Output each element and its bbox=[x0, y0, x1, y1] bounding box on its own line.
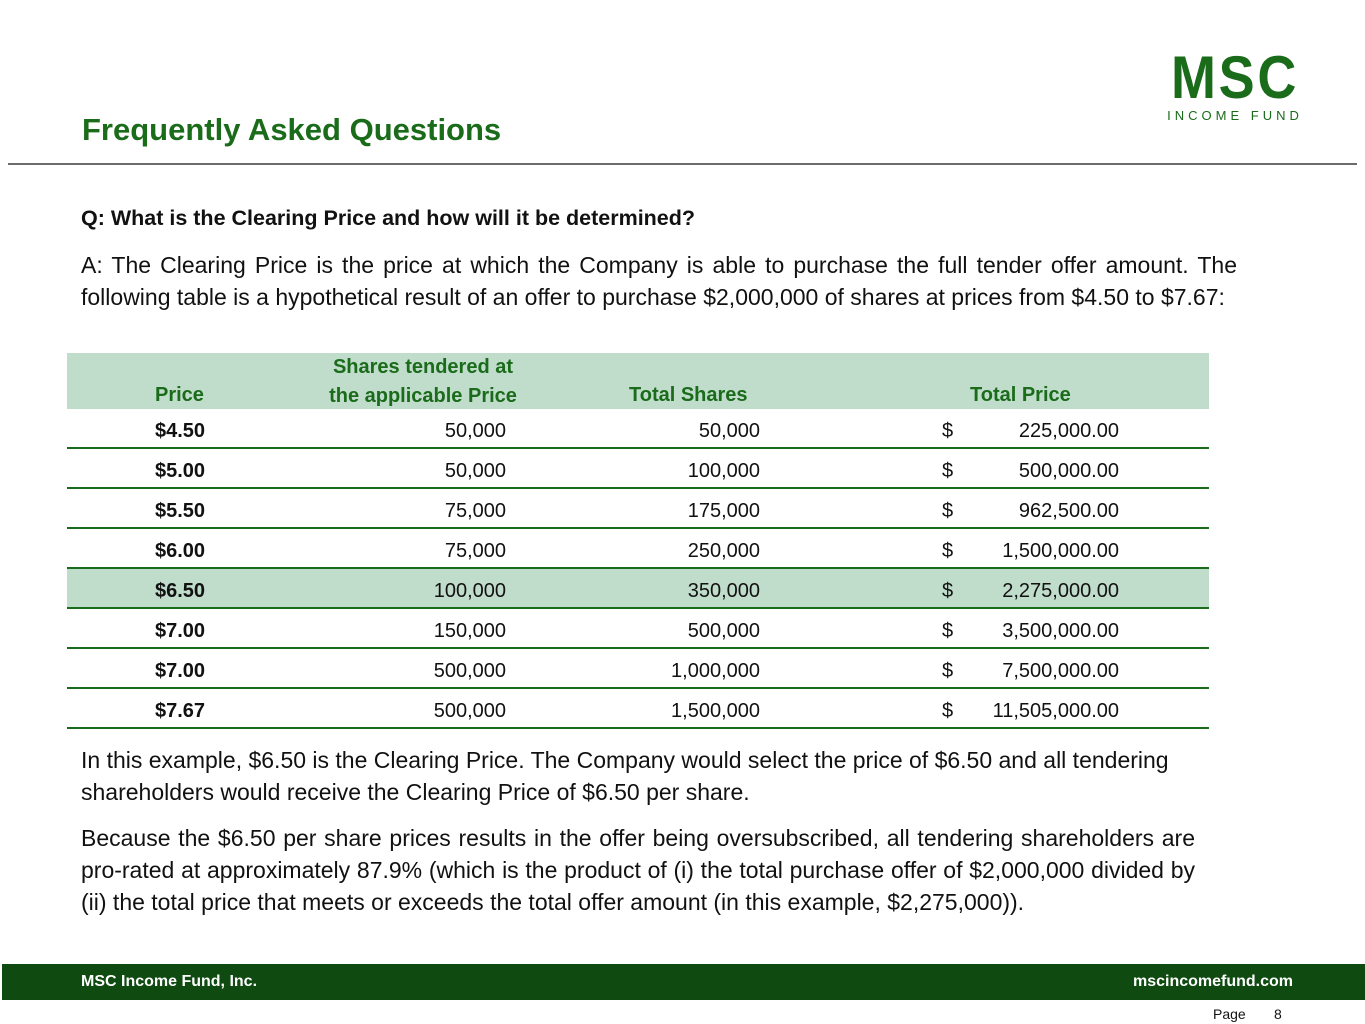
row-total-shares: 1,500,000 bbox=[671, 700, 760, 722]
table-row bbox=[67, 689, 1209, 729]
table-header bbox=[67, 353, 1209, 409]
table-row bbox=[67, 409, 1209, 449]
row-total-shares: 1,000,000 bbox=[671, 660, 760, 682]
table-row bbox=[67, 609, 1209, 649]
header-price: Price bbox=[155, 384, 204, 406]
row-shares-tendered: 75,000 bbox=[444, 540, 506, 562]
row-shares-tendered: 50,000 bbox=[444, 420, 506, 442]
header-shares-line2: the applicable Price bbox=[329, 385, 517, 407]
faq-question: Q: What is the Clearing Price and how will it be determined? bbox=[81, 206, 696, 230]
row-currency: $ bbox=[942, 700, 954, 722]
footer-bar bbox=[2, 964, 1365, 1000]
row-total-price: 225,000.00 bbox=[1018, 420, 1119, 442]
logo-subtitle: INCOME FUND bbox=[1167, 108, 1303, 123]
row-price: $5.50 bbox=[155, 500, 206, 522]
header-divider bbox=[8, 163, 1357, 165]
row-shares-tendered: 100,000 bbox=[433, 580, 506, 602]
header-shares-tendered bbox=[317, 353, 529, 411]
row-total-price: 962,500.00 bbox=[1018, 500, 1119, 522]
row-total-price: 2,275,000.00 bbox=[1002, 580, 1119, 602]
row-currency: $ bbox=[942, 540, 954, 562]
row-total-price: 3,500,000.00 bbox=[1002, 620, 1119, 642]
clearing-price-explanation: In this example, $6.50 is the Clearing Price. The Company would select the price of $6.50 and all tendering shareholders would receive the Clearing Price of $6.50 per share. bbox=[81, 747, 1169, 805]
row-price: $4.50 bbox=[155, 420, 206, 442]
footer-company-name: MSC Income Fund, Inc. bbox=[81, 973, 258, 990]
header-total-shares: Total Shares bbox=[629, 384, 748, 406]
table-row bbox=[67, 489, 1209, 529]
page-label: Page bbox=[1213, 1006, 1246, 1022]
table-row bbox=[67, 449, 1209, 489]
logo-wordmark: MSC bbox=[1170, 44, 1300, 111]
row-currency: $ bbox=[942, 420, 954, 442]
table-row bbox=[67, 649, 1209, 689]
row-total-shares: 175,000 bbox=[687, 500, 760, 522]
row-currency: $ bbox=[942, 500, 954, 522]
row-total-shares: 500,000 bbox=[687, 620, 760, 642]
faq-answer: A: The Clearing Price is the price at which the Company is able to purchase the full tender offer amount. The following table is a hypothetical result of an offer to purchase $2,000,000 of shares at prices from $4.50 to $7.67: bbox=[81, 252, 1237, 310]
row-currency: $ bbox=[942, 460, 954, 482]
clearing-price-table bbox=[67, 353, 1209, 729]
row-price: $7.67 bbox=[155, 700, 206, 722]
row-total-shares: 350,000 bbox=[687, 580, 760, 602]
row-currency: $ bbox=[942, 620, 954, 642]
row-price: $5.00 bbox=[155, 460, 206, 482]
table-row-clearing-price bbox=[67, 569, 1209, 609]
footer-website-link[interactable]: mscincomefund.com bbox=[1132, 973, 1293, 990]
page-title: Frequently Asked Questions bbox=[82, 112, 502, 147]
msc-logo bbox=[1160, 44, 1310, 123]
row-shares-tendered: 75,000 bbox=[444, 500, 506, 522]
row-total-price: 11,505,000.00 bbox=[992, 700, 1119, 722]
row-price: $7.00 bbox=[155, 620, 206, 642]
row-shares-tendered: 500,000 bbox=[433, 700, 506, 722]
row-price: $6.00 bbox=[155, 540, 206, 562]
row-total-shares: 250,000 bbox=[687, 540, 760, 562]
header-shares-line1: Shares tendered at bbox=[332, 356, 514, 378]
table-row bbox=[67, 529, 1209, 569]
row-price: $7.00 bbox=[155, 660, 206, 682]
row-shares-tendered: 500,000 bbox=[433, 660, 506, 682]
row-currency: $ bbox=[942, 660, 954, 682]
row-currency: $ bbox=[942, 580, 954, 602]
proration-explanation: Because the $6.50 per share prices results in the offer being oversubscribed, all tendering shareholders are pro-rated at approximately 87.9% (which is the product of (i) the total purchase offer of $2,000,000 divided by (ii) the total price that meets or exceeds the total offer amount (in this example, $2,275,000)). bbox=[81, 825, 1195, 915]
row-price: $6.50 bbox=[155, 580, 206, 602]
row-total-price: 500,000.00 bbox=[1018, 460, 1119, 482]
page-number: 8 bbox=[1274, 1006, 1282, 1022]
row-shares-tendered: 150,000 bbox=[433, 620, 506, 642]
header-total-price: Total Price bbox=[970, 384, 1071, 406]
row-total-price: 7,500,000.00 bbox=[1002, 660, 1119, 682]
row-shares-tendered: 50,000 bbox=[444, 460, 506, 482]
row-total-shares: 100,000 bbox=[687, 460, 760, 482]
row-total-price: 1,500,000.00 bbox=[1002, 540, 1119, 562]
row-total-shares: 50,000 bbox=[698, 420, 760, 442]
